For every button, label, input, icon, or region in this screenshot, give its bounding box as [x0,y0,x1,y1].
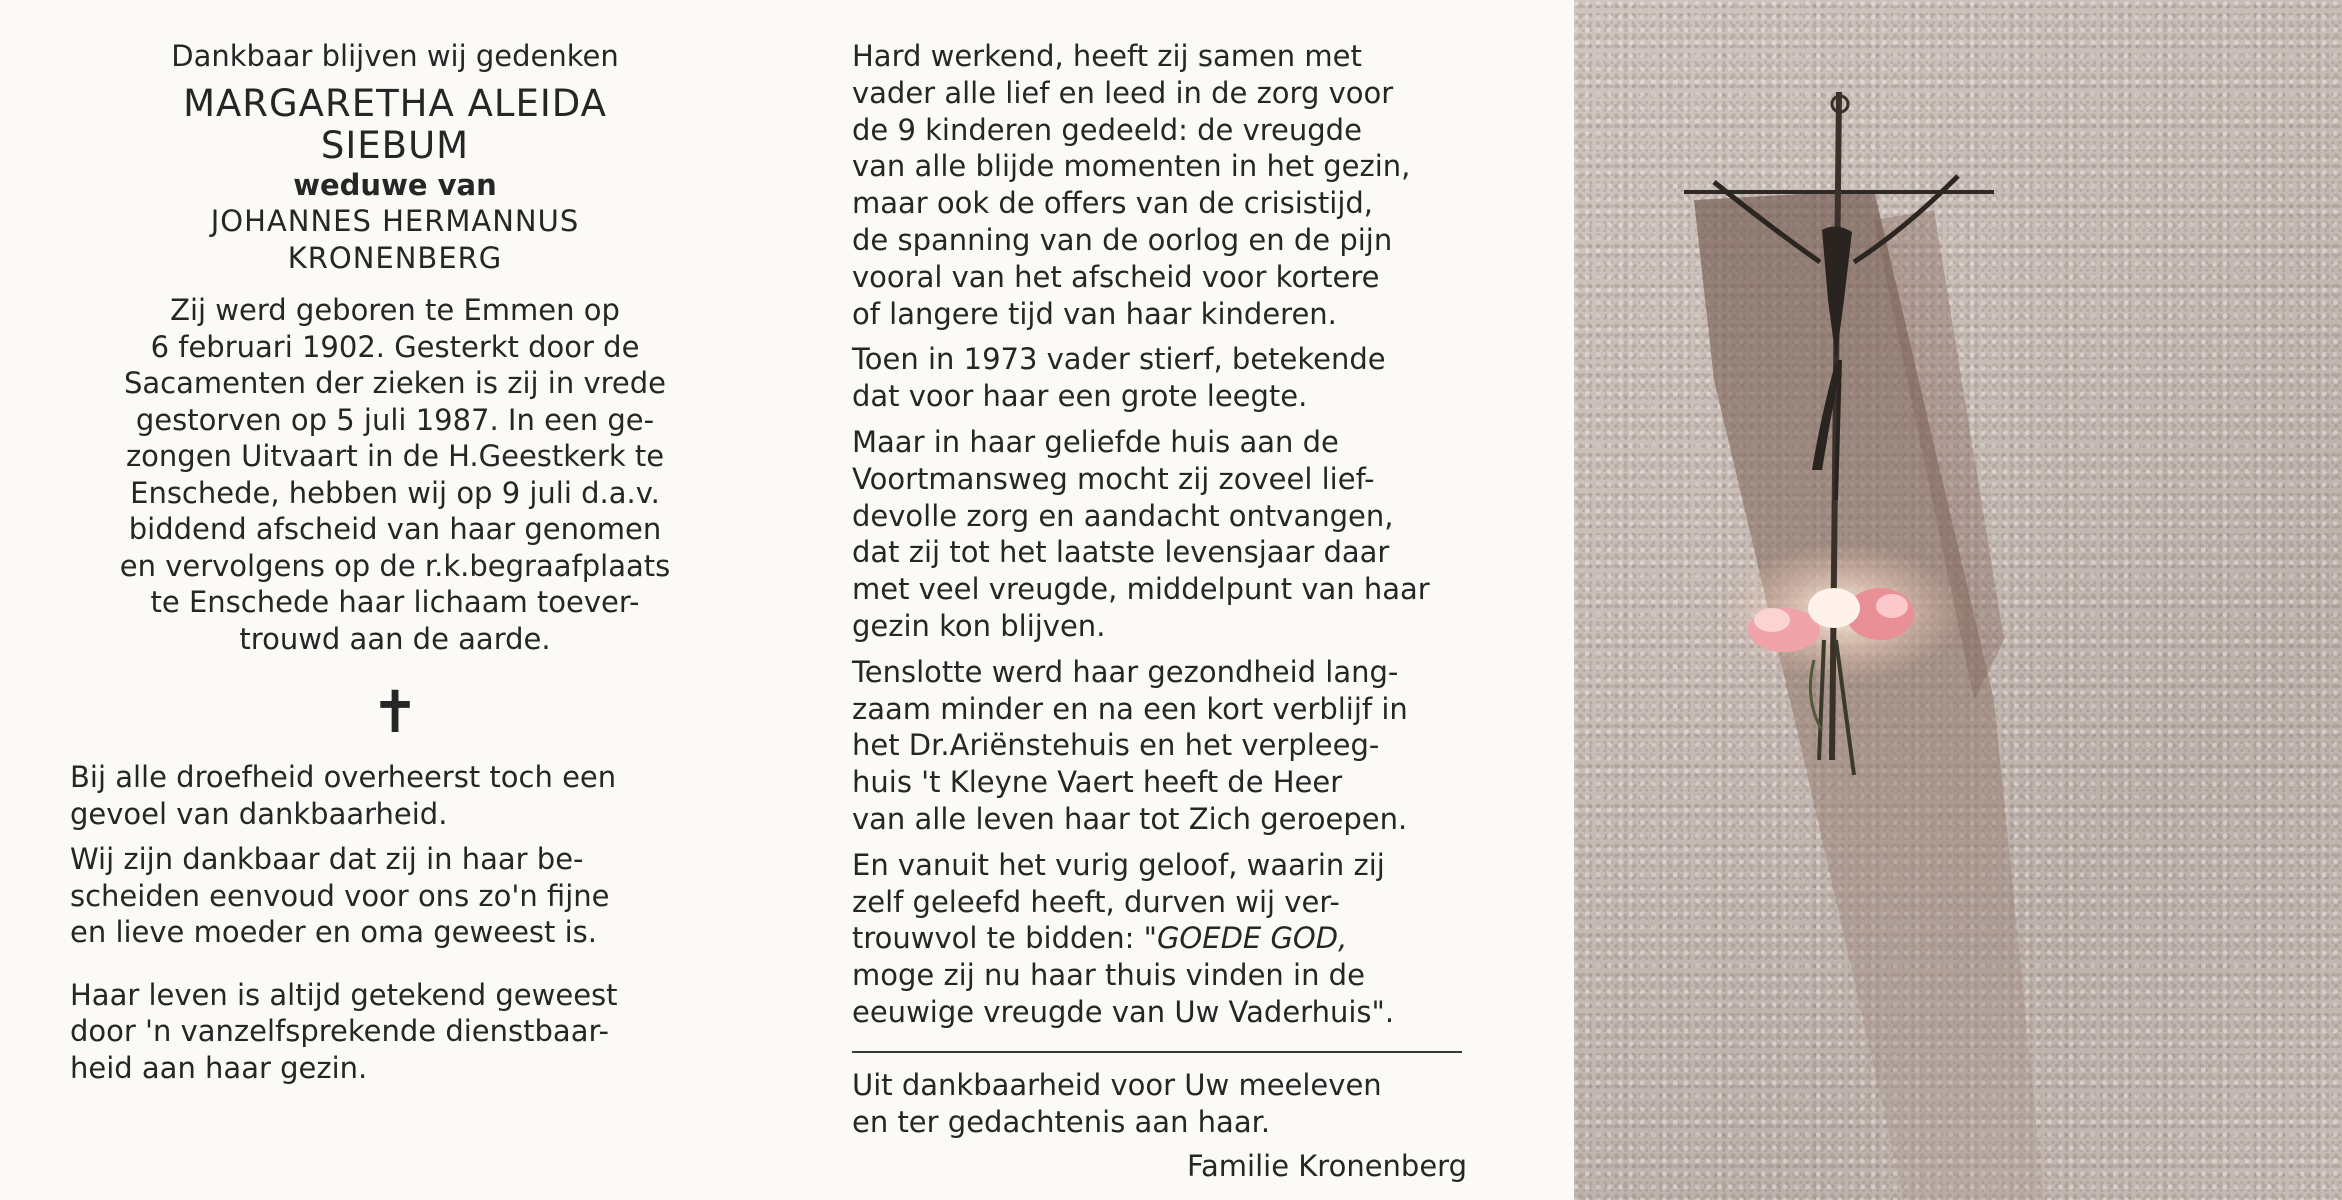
paragraph-father-died [852,341,1467,415]
text-line: Maar in haar geliefde huis aan de [852,424,1339,459]
text-line: vader alle lief en leed in de zorg voor [852,75,1394,110]
bio-line: en vervolgens op de r.k.begraafplaats [119,548,671,583]
text-line: van alle blijde momenten in het gezin, [852,149,1411,184]
text-line: Toen in 1973 vader stierf, betekende [852,342,1386,377]
bio-line: gestorven op 5 juli 1987. In een ge- [135,402,655,437]
text-line: en ter gedachtenis aan haar. [852,1104,1271,1139]
paragraph-gratitude [70,759,720,832]
text-line: Tenslotte werd haar gezondheid lang- [852,654,1399,689]
divider [852,1051,1462,1053]
text-line: maar ook de offers van de crisistijd, [852,186,1374,221]
text-line: het Dr.Ariënstehuis en het verpleeg- [852,728,1380,763]
text-line: dat zij tot het laatste levensjaar daar [852,535,1390,570]
signature: Familie Kronenberg [1187,1149,1467,1184]
text-line: dat voor haar een grote leegte. [852,379,1308,414]
text-line: zelf geleefd heeft, durven wij ver- [852,884,1340,919]
name-line-1: MARGARETHA ALEIDA [183,81,607,125]
prayer-caps: "GOEDE GOD, [1143,921,1348,956]
paragraph-faith [852,847,1467,1031]
paragraph-hard-working [852,38,1467,332]
text-line: moge zij nu haar thuis vinden in de [852,958,1365,993]
prayer-line [852,920,1467,957]
bio-line: trouwd aan de aarde. [239,621,551,656]
bio-line: 6 februari 1902. Gesterkt door de [150,329,640,364]
text-line: En vanuit het vurig geloof, waarin zij [852,847,1385,882]
paragraph-life [70,977,720,1087]
crucifix-photo [1574,0,2342,1200]
intro-line: Dankbaar blijven wij gedenken [171,39,619,73]
text-line: gezin kon blijven. [852,608,1106,643]
text-line: Bij alle droefheid overheerst toch een [70,760,617,794]
text-line: devolle zorg en aandacht ontvangen, [852,498,1394,533]
text-line: de spanning van de oorlog en de pijn [852,222,1393,257]
name-line-2: SIEBUM [320,123,470,167]
widow-of: weduwe van [293,167,497,202]
text-line: huis 't Kleyne Vaert heeft de Heer [852,765,1343,800]
left-column [70,38,720,1086]
text-line: heid aan haar gezin. [70,1050,368,1085]
bio-line: Zij werd geboren te Emmen op [170,293,620,327]
biography [70,292,720,657]
prayer-prefix: trouwvol te bidden: [852,921,1144,956]
text-line: Wij zijn dankbaar dat zij in haar be- [70,842,584,876]
bio-line: biddend afscheid van haar genomen [128,512,662,546]
middle-column [852,38,1467,1185]
text-line: door 'n vanzelfsprekende dienstbaar- [70,1014,609,1048]
text-line: de 9 kinderen gedeeld: de vreugde [852,112,1362,147]
closing [852,1067,1467,1141]
text-line: vooral van het afscheid voor kortere [852,259,1380,294]
text-line: Haar leven is altijd getekend geweest [70,977,618,1012]
paragraph-beloved-house [852,424,1467,645]
text-line: met veel vreugde, middelpunt van haar [852,572,1430,607]
bio-line: zongen Uitvaart in de H.Geestkerk te [125,439,665,473]
deceased-name [70,83,720,277]
text-line: of langere tijd van haar kinderen. [852,296,1337,331]
text-line: van alle leven haar tot Zich geroepen. [852,801,1408,836]
bio-line: te Enschede haar lichaam toever- [150,585,640,619]
crucifix-icon [1574,0,2342,1200]
husband-line-2: KRONENBERG [287,240,503,275]
cross-icon: ✝ [370,678,420,746]
text-line: gevoel van dankbaarheid. [70,796,448,831]
text-line: scheiden eenvoud voor ons zo'n fijne [70,878,610,913]
bio-line: Enschede, hebben wij op 9 juli d.a.v. [130,475,660,510]
paragraph-thankful [70,841,720,951]
bio-line: Sacamenten der zieken is zij in vrede [123,366,667,400]
text-line: Uit dankbaarheid voor Uw meeleven [852,1067,1382,1102]
text-line: Voortmansweg mocht zij zoveel lief- [852,461,1375,496]
text-line: en lieve moeder en oma geweest is. [70,915,597,949]
text-line: zaam minder en na een kort verblijf in [852,691,1408,726]
husband-line-1: JOHANNES HERMANNUS [210,204,580,238]
paragraph-health [852,654,1467,838]
text-line: Hard werkend, heeft zij samen met [852,39,1362,73]
text-line: eeuwige vreugde van Uw Vaderhuis". [852,994,1395,1029]
